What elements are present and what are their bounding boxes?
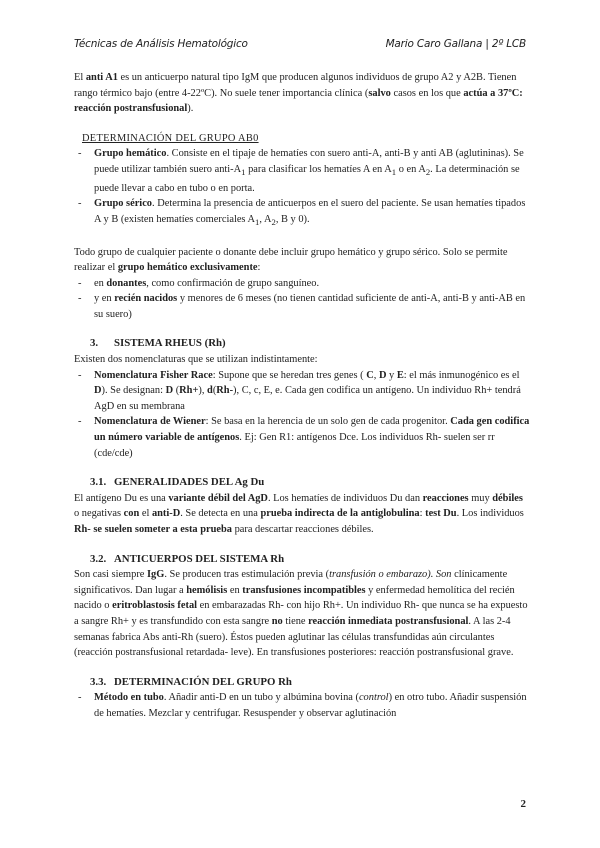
paragraph-grupo: Todo grupo de cualquier paciente o donante debe incluir grupo hemático y grupo sérico. Solo se permite realizar el grupo hemático exclusivamente: [74,246,508,274]
list-item: - y en recién nacidos y menores de 6 meses (no tienen cantidad suficiente de anti-A, anti-B y anti-AB en su suero) [74,291,530,322]
list-item: - Grupo sérico. Determina la presencia de anticuerpos en el suero del paciente. Se usan hematíes tipados A y B (existen hematíes comerciales $A_1$, $A_2$, B y 0). [74,196,530,230]
page-number: 2 [520,798,526,810]
paragraph-anti-a1: El anti A1 es un anticuerpo natural tipo IgM que producen algunos individuos de grupo A2 y A2B. Tienen rango térmico bajo (entre 4-22ºC). No suele tener importancia clínica (salvo casos en los que actúa a 37ºC: reacción postransfusional). [74,72,523,115]
list-item: - Nomenclatura Fisher Race: Supone que se heredan tres genes ( C, D y E: el más inmunogénico es el D). Se designan: D (Rh+), d(Rh-), C, c, E, e. Cada gen codifica un antígeno. Un individuo Rh+ tendrá AgD en su membrana [74,368,530,415]
list-item: - Nomenclatura de Wiener: Se basa en la herencia de un solo gen de cada progenitor. Cada gen codifica un número variable de antígenos. Ej: Gen R1: antígenos Dce. Los individuos Rh- suelen ser rr (cde/cde) [74,414,530,461]
list-item: - Grupo hemático. Consiste en el tipaje de hematíes con suero anti-A, anti-B y anti AB (aglutininas). Se puede utilizar también suero anti-$A_1$ para clasificar los hematíes A en $A_1$ o en $A_2$. La determinación se puede llevar a cabo en tubo o en porta. [74,146,530,196]
list-exclusive [74,276,530,323]
section-heading-3-2: 3.2. ANTICUERPOS DEL SISTEMA Rh [90,552,285,565]
list-item: - Método en tubo. Añadir anti-D en un tubo y albúmina bovina (control) en otro tubo. Añadir suspensión de hematíes. Mezclar y centrifugar. Resuspender y observar aglutinación [74,690,530,721]
list-metodo [74,690,530,721]
header-left: Técnicas de Análisis Hematológico [74,38,248,50]
paragraph-anticuerpos: Son casi siempre IgG. Se producen tras estimulación previa (transfusión o embarazo). Son clínicamente significativos. Dan lugar a hemólisis en transfusiones incompatibles y enfermedad hemolítica del recién nacido o eritroblastosis fetal en embarazadas Rh- con hijo Rh+. Un individuo Rh- que nunca se ha expuesto a sangre Rh+ y es transfundido con esta sangre no tiene reacción inmediata postransfusional. A las 2-4 semanas fabrica Abs anti-Rh (suero). Éstos pueden aglutinar las células transfundidas aún circulantes (reacción postransfusional retardada- leve). En transfusiones posteriores: reacción postransfusional grave. [74,569,528,659]
paragraph-nomenclaturas: Existen dos nomenclaturas que se utilizan indistintamente: [74,354,318,366]
section-heading-3: 3. SISTEMA RHEUS (Rh) [90,337,226,350]
section-heading-3-3: 3.3. DETERMINACIÓN DEL GRUPO Rh [90,675,292,688]
list-nomenclaturas [74,368,530,462]
section-title-ab0: DETERMINACIÓN DEL GRUPO AB0 [82,132,259,144]
list-ab0-methods [74,146,530,230]
document-body [74,70,530,722]
header-right: Mario Caro Gallana | 2º LCB [385,38,526,50]
list-item: - en donantes, como confirmación de grupo sanguíneo. [74,276,530,292]
paragraph-du: El antígeno Du es una variante débil del AgD. Los hematíes de individuos Du dan reacciones muy débiles o negativas con el anti-D. Se detecta en una prueba indirecta de la antiglobulina: test Du. Los individuos Rh- se suelen someter a esta prueba para descartar reacciones débiles. [74,492,524,535]
section-heading-3-1: 3.1. GENERALIDADES DEL Ag Du [90,476,265,489]
